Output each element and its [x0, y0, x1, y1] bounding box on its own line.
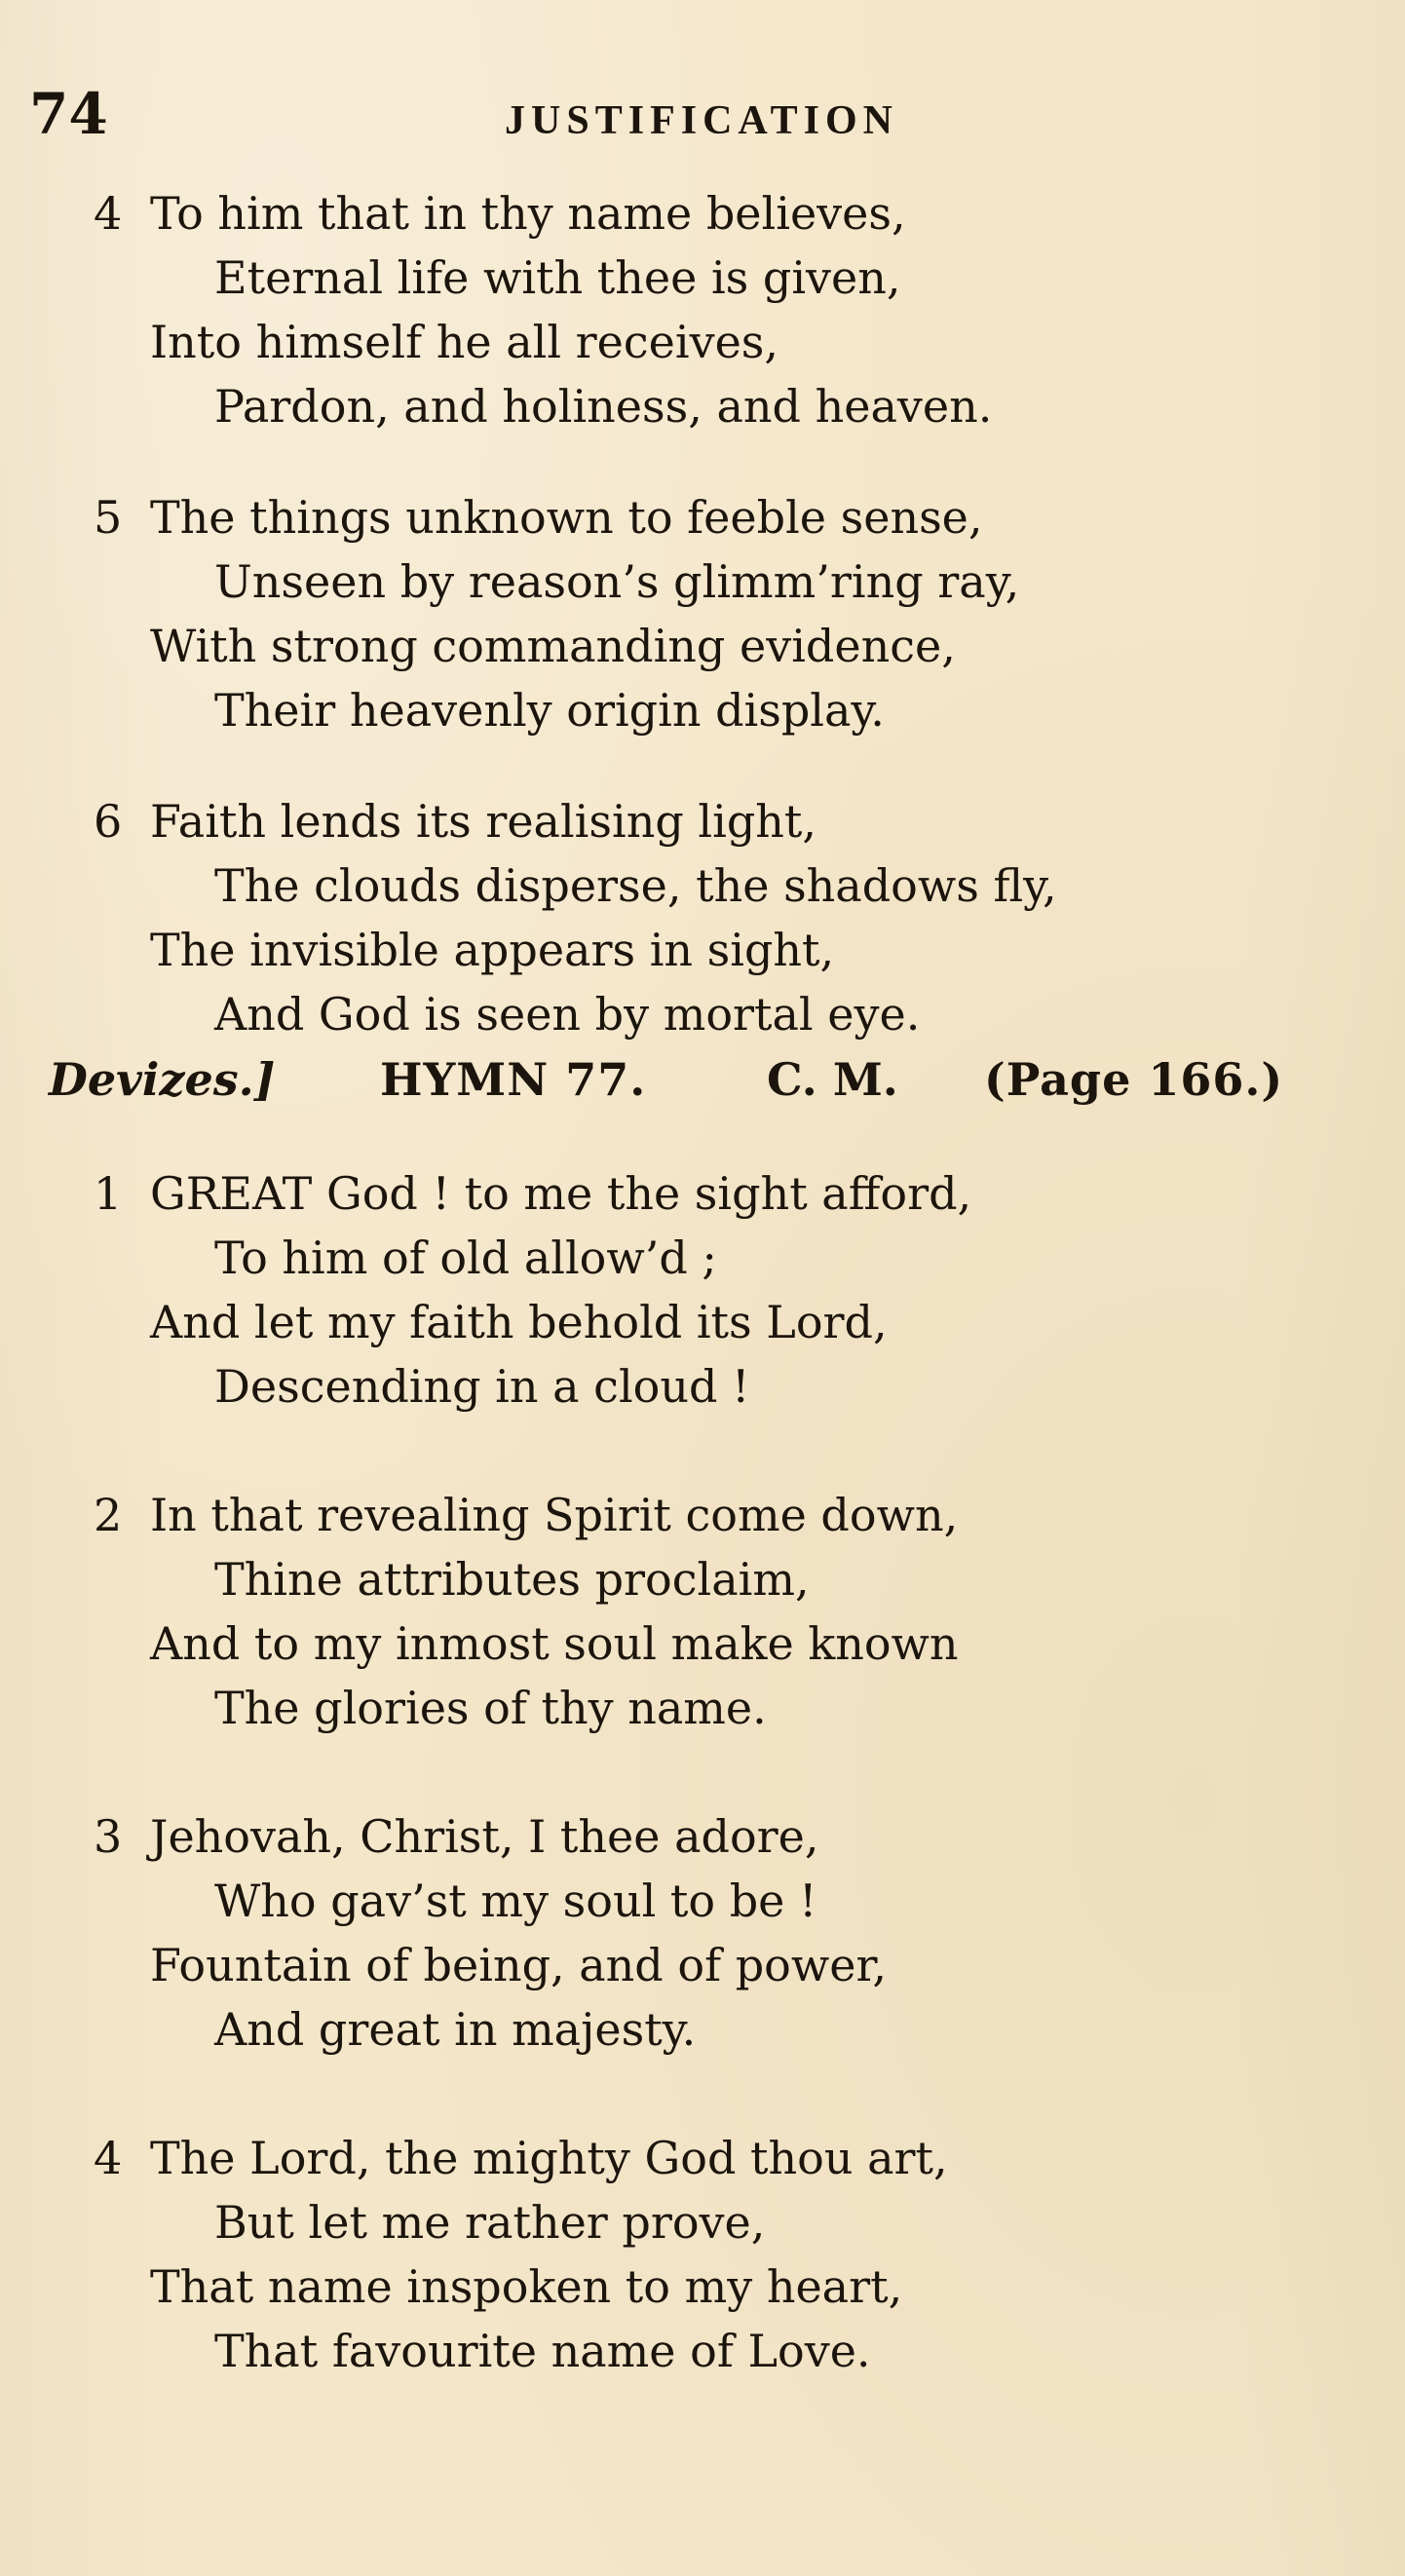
- verse-line: In that revealing Spirit come down,: [150, 1489, 959, 1541]
- verse-line: Fountain of being, and of power,: [150, 1939, 888, 1991]
- verse-line: Who gav’st my soul to be !: [214, 1875, 817, 1927]
- verse-line: The Lord, the mighty God thou art,: [150, 2132, 948, 2184]
- verse-line: Faith lends its realising light,: [150, 795, 817, 848]
- tune-name: Devizes.]: [49, 1053, 276, 1106]
- hymn-number: HYMN 77.: [380, 1053, 647, 1106]
- verse-line: GREAT God ! to me the sight afford,: [150, 1167, 972, 1220]
- page-number: 74: [29, 81, 108, 147]
- verse-number: 6: [94, 795, 123, 848]
- verse-number: 2: [94, 1489, 123, 1541]
- running-head: JUSTIFICATION: [505, 98, 898, 143]
- verse-line: Descending in a cloud !: [214, 1360, 750, 1413]
- verse-line: The things unknown to feeble sense,: [150, 491, 983, 544]
- verse-number: 3: [94, 1810, 123, 1863]
- verse-line: Jehovah, Christ, I thee adore,: [150, 1810, 819, 1863]
- page-header: [29, 81, 1374, 147]
- verse-line: To him that in thy name believes,: [150, 187, 906, 240]
- verse-number: 4: [94, 187, 123, 240]
- verse-number: 1: [94, 1167, 123, 1220]
- verse-line: Thine attributes proclaim,: [214, 1553, 810, 1606]
- verse-number: 4: [94, 2132, 123, 2184]
- verse-line: The clouds disperse, the shadows fly,: [214, 859, 1057, 912]
- verse-line: And great in majesty.: [214, 2003, 697, 2056]
- verse-number: 5: [94, 491, 123, 544]
- verse-line: That name inspoken to my heart,: [150, 2260, 903, 2313]
- verse-line: And let my faith behold its Lord,: [150, 1296, 888, 1348]
- verse-line: That favourite name of Love.: [214, 2325, 871, 2377]
- verse-line: And to my inmost soul make known: [150, 1617, 959, 1670]
- verse-line: Their heavenly origin display.: [214, 684, 885, 737]
- verse-line: To him of old allow’d ;: [214, 1231, 717, 1284]
- hymn-heading: [49, 1053, 1354, 1125]
- page-reference: (Page 166.): [984, 1053, 1284, 1106]
- hymn-meter: C. M.: [767, 1053, 898, 1106]
- verse-line: Eternal life with thee is given,: [214, 251, 901, 304]
- verse-line: Into himself he all receives,: [150, 316, 779, 368]
- verse-line: With strong commanding evidence,: [150, 620, 956, 672]
- verse-line: But let me rather prove,: [214, 2196, 766, 2249]
- verse-line: Unseen by reason’s glimm’ring ray,: [214, 555, 1020, 608]
- verse-line: The invisible appears in sight,: [150, 924, 835, 976]
- verse-line: Pardon, and holiness, and heaven.: [214, 380, 993, 433]
- verse-line: And God is seen by mortal eye.: [214, 988, 921, 1041]
- verse-line: The glories of thy name.: [214, 1682, 767, 1734]
